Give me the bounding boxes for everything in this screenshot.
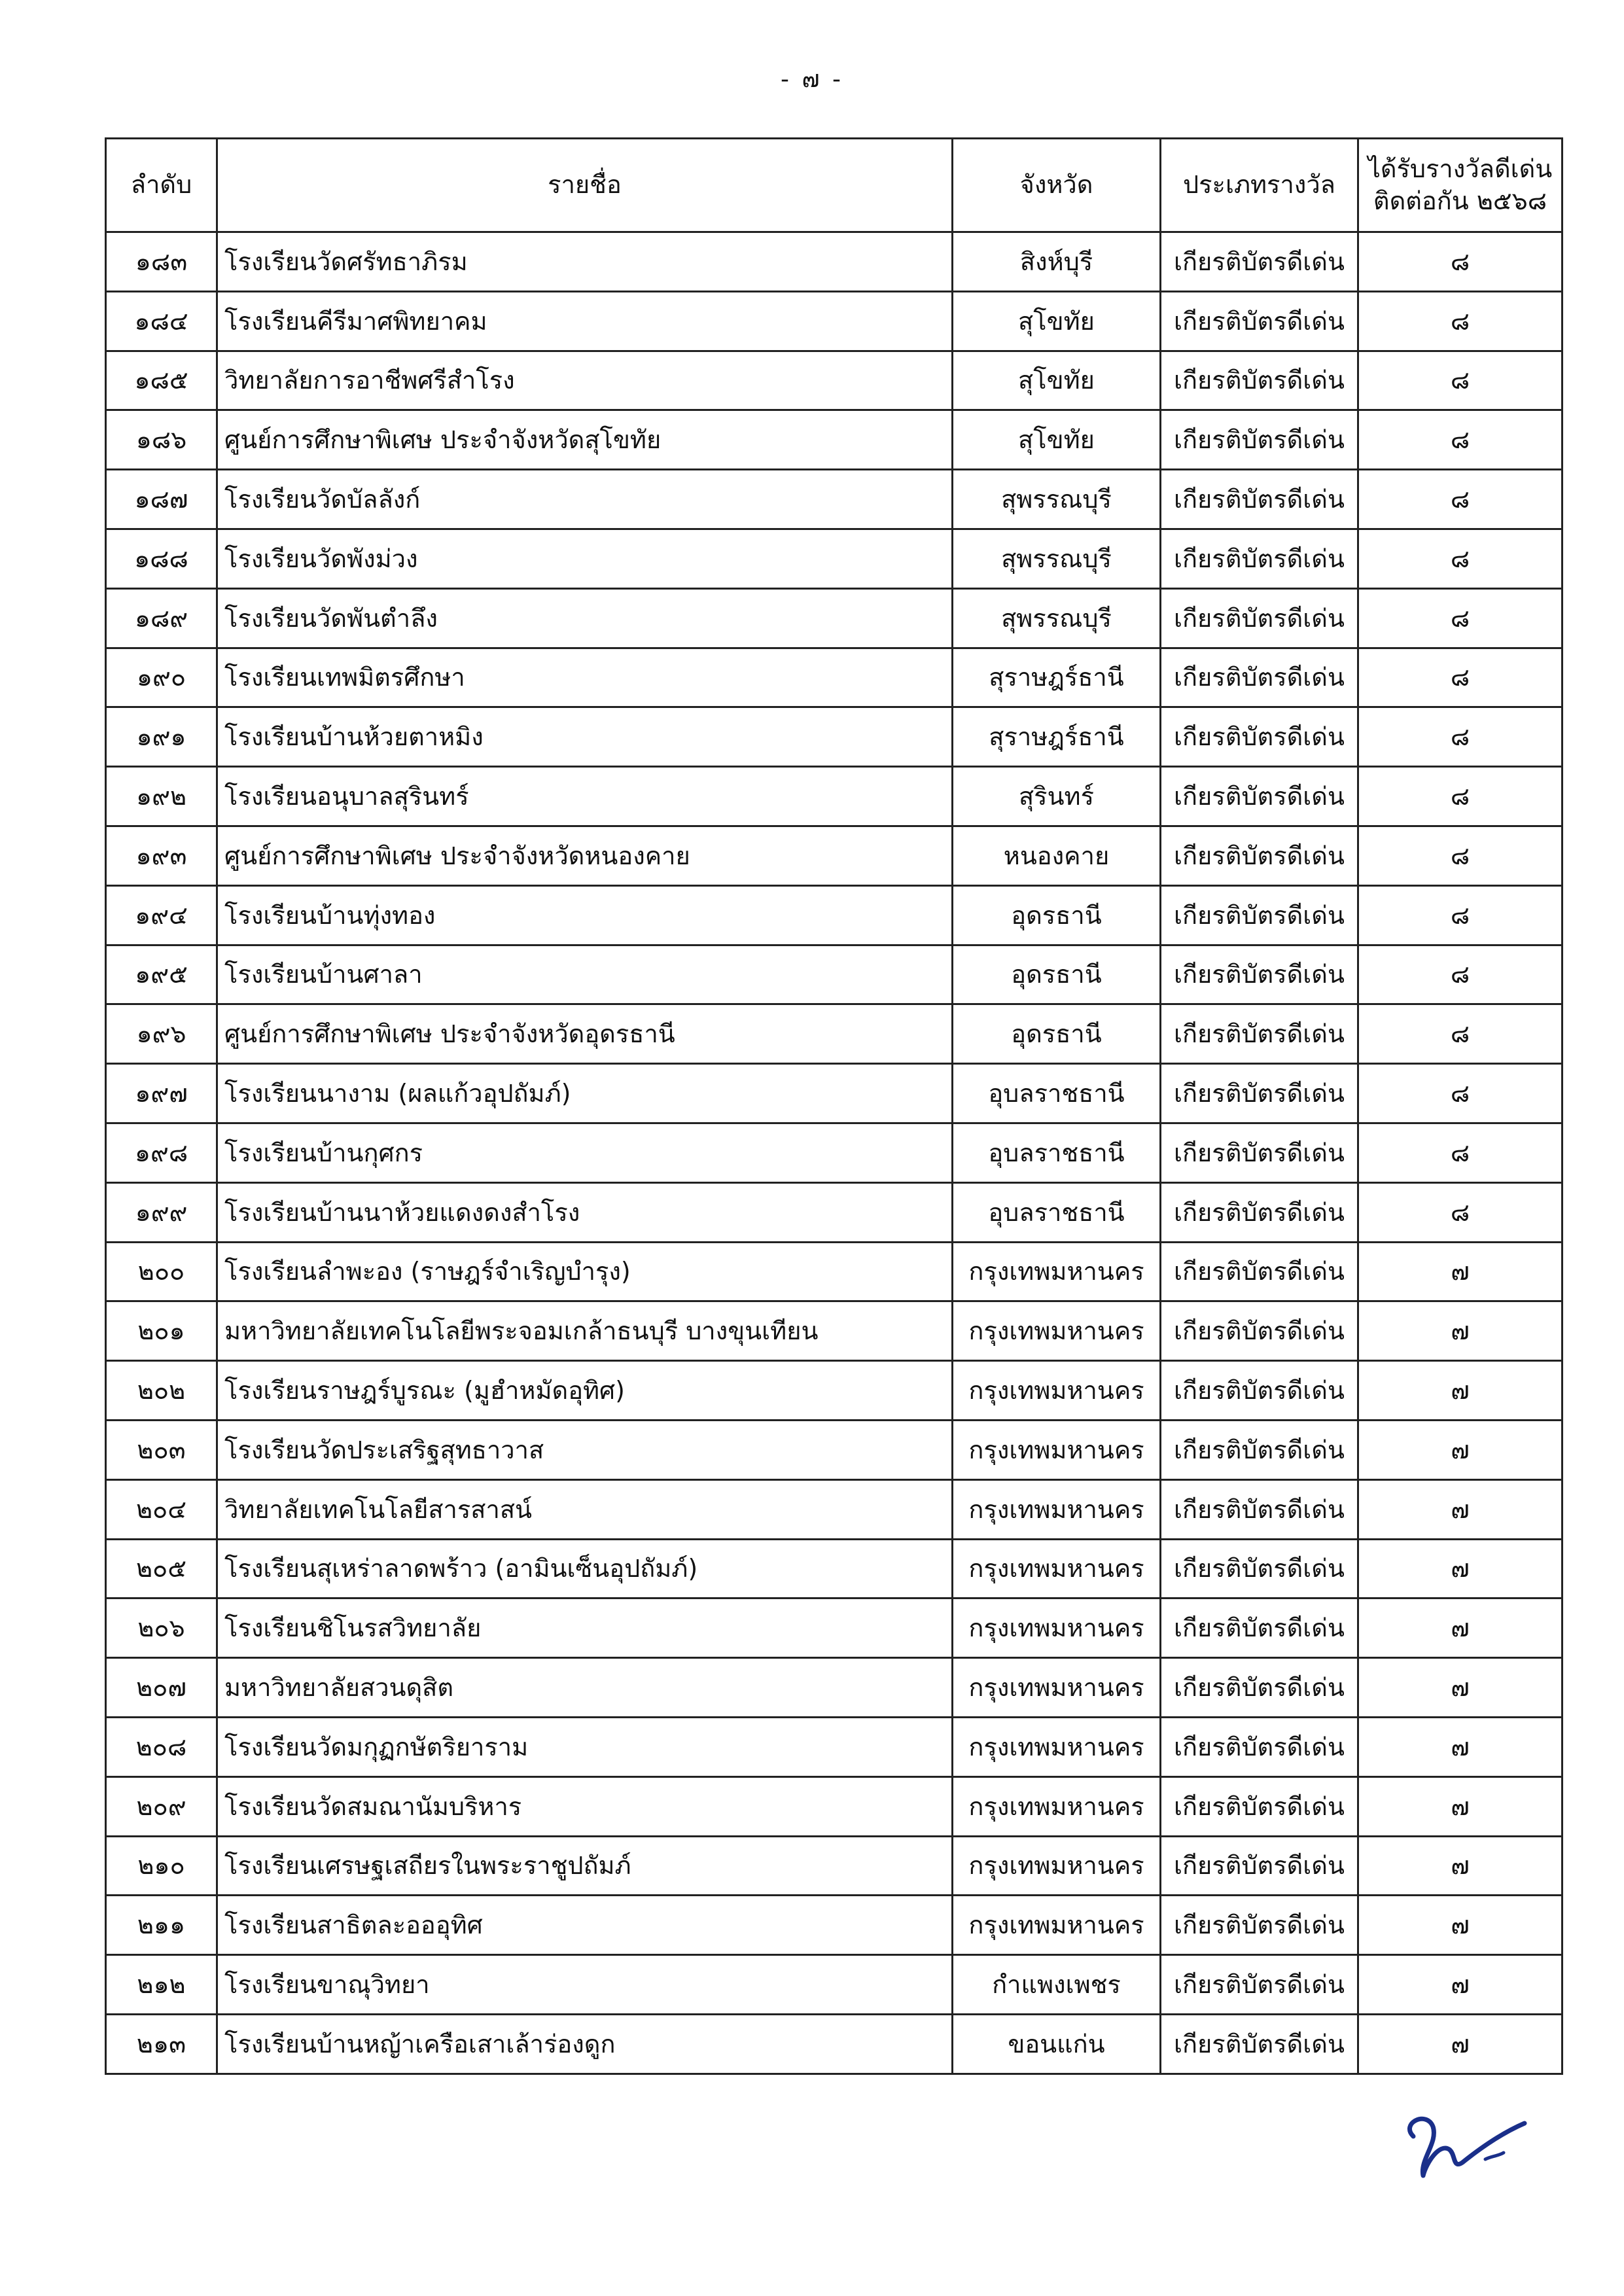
table-row <box>106 1242 1562 1301</box>
row-award-type: เกียรติบัตรดีเด่น <box>1161 1123 1358 1182</box>
row-province: สุราษฎร์ธานี <box>953 648 1161 707</box>
row-award-type: เกียรติบัตรดีเด่น <box>1161 945 1358 1004</box>
table-row <box>106 1182 1562 1242</box>
table-row <box>106 1776 1562 1836</box>
row-province: กรุงเทพมหานคร <box>953 1479 1161 1539</box>
row-sequence: ๑๙๒ <box>106 767 217 826</box>
row-name: โรงเรียนวัดพันตำลึง <box>217 588 953 648</box>
row-sequence: ๑๙๕ <box>106 945 217 1004</box>
row-name: โรงเรียนคีรีมาศพิทยาคม <box>217 291 953 351</box>
row-province: กรุงเทพมหานคร <box>953 1896 1161 1955</box>
row-consecutive-years: ๗ <box>1358 1658 1562 1718</box>
row-consecutive-years: ๗ <box>1358 1242 1562 1301</box>
table-row <box>106 1836 1562 1896</box>
table-header-row <box>106 139 1562 232</box>
row-sequence: ๑๙๓ <box>106 826 217 885</box>
row-name: โรงเรียนบ้านนาห้วยแดงดงสำโรง <box>217 1182 953 1242</box>
row-consecutive-years: ๗ <box>1358 1598 1562 1658</box>
row-province: กรุงเทพมหานคร <box>953 1598 1161 1658</box>
row-award-type: เกียรติบัตรดีเด่น <box>1161 707 1358 767</box>
row-sequence: ๑๘๗ <box>106 470 217 529</box>
row-name: โรงเรียนนางาม (ผลแก้วอุปถัมภ์) <box>217 1064 953 1123</box>
row-consecutive-years: ๘ <box>1358 1123 1562 1182</box>
row-award-type: เกียรติบัตรดีเด่น <box>1161 2014 1358 2074</box>
row-name: วิทยาลัยเทคโนโลยีสารสาสน์ <box>217 1479 953 1539</box>
row-name: โรงเรียนชิโนรสวิทยาลัย <box>217 1598 953 1658</box>
row-sequence: ๒๑๒ <box>106 1955 217 2015</box>
row-award-type: เกียรติบัตรดีเด่น <box>1161 1479 1358 1539</box>
row-consecutive-years: ๘ <box>1358 1182 1562 1242</box>
row-sequence: ๑๘๙ <box>106 588 217 648</box>
row-province: อุดรธานี <box>953 1004 1161 1064</box>
header-award-type: ประเภทรางวัล <box>1161 139 1358 232</box>
table-row <box>106 885 1562 945</box>
row-consecutive-years: ๗ <box>1358 1776 1562 1836</box>
table-body <box>106 232 1562 2074</box>
row-province: สุรินทร์ <box>953 767 1161 826</box>
row-name: โรงเรียนราษฎร์บูรณะ (มูฮำหมัดอุทิศ) <box>217 1361 953 1421</box>
header-province: จังหวัด <box>953 139 1161 232</box>
row-consecutive-years: ๘ <box>1358 529 1562 588</box>
table-row <box>106 1598 1562 1658</box>
row-name: ศูนย์การศึกษาพิเศษ ประจำจังหวัดอุดรธานี <box>217 1004 953 1064</box>
row-province: สุพรรณบุรี <box>953 588 1161 648</box>
row-award-type: เกียรติบัตรดีเด่น <box>1161 1420 1358 1479</box>
row-sequence: ๑๘๕ <box>106 351 217 410</box>
row-sequence: ๑๘๖ <box>106 410 217 470</box>
row-consecutive-years: ๘ <box>1358 410 1562 470</box>
row-province: กรุงเทพมหานคร <box>953 1836 1161 1896</box>
header-sequence: ลำดับ <box>106 139 217 232</box>
row-province: กรุงเทพมหานคร <box>953 1301 1161 1361</box>
row-sequence: ๒๐๕ <box>106 1539 217 1598</box>
row-award-type: เกียรติบัตรดีเด่น <box>1161 1836 1358 1896</box>
row-name: โรงเรียนสาธิตละอออุทิศ <box>217 1896 953 1955</box>
row-award-type: เกียรติบัตรดีเด่น <box>1161 1955 1358 2015</box>
row-consecutive-years: ๘ <box>1358 826 1562 885</box>
table-row <box>106 826 1562 885</box>
page-number: - ๗ - <box>781 66 843 93</box>
row-sequence: ๑๙๑ <box>106 707 217 767</box>
table-row <box>106 1004 1562 1064</box>
row-province: สุพรรณบุรี <box>953 470 1161 529</box>
header-years-line2: ติดต่อกัน ๒๕๖๘ <box>1373 186 1547 215</box>
row-sequence: ๒๐๙ <box>106 1776 217 1836</box>
row-award-type: เกียรติบัตรดีเด่น <box>1161 767 1358 826</box>
row-sequence: ๒๐๒ <box>106 1361 217 1421</box>
table-row <box>106 1064 1562 1123</box>
row-award-type: เกียรติบัตรดีเด่น <box>1161 1064 1358 1123</box>
row-consecutive-years: ๗ <box>1358 1836 1562 1896</box>
row-sequence: ๑๙๖ <box>106 1004 217 1064</box>
row-province: อุดรธานี <box>953 945 1161 1004</box>
row-name: โรงเรียนเศรษฐเสถียรในพระราชูปถัมภ์ <box>217 1836 953 1896</box>
row-consecutive-years: ๘ <box>1358 1004 1562 1064</box>
row-award-type: เกียรติบัตรดีเด่น <box>1161 351 1358 410</box>
table-row <box>106 1479 1562 1539</box>
row-sequence: ๑๙๐ <box>106 648 217 707</box>
row-sequence: ๒๑๓ <box>106 2014 217 2074</box>
row-consecutive-years: ๘ <box>1358 707 1562 767</box>
row-name: โรงเรียนบ้านหญ้าเครือเสาเล้าร่องดูก <box>217 2014 953 2074</box>
row-province: สุพรรณบุรี <box>953 529 1161 588</box>
table-row <box>106 529 1562 588</box>
row-consecutive-years: ๘ <box>1358 588 1562 648</box>
row-consecutive-years: ๘ <box>1358 945 1562 1004</box>
row-name: โรงเรียนวัดมกุฏกษัตริยาราม <box>217 1717 953 1776</box>
table-row <box>106 1658 1562 1718</box>
row-province: สุโขทัย <box>953 291 1161 351</box>
row-province: อุดรธานี <box>953 885 1161 945</box>
row-sequence: ๒๐๗ <box>106 1658 217 1718</box>
row-name: โรงเรียนเทพมิตรศึกษา <box>217 648 953 707</box>
row-consecutive-years: ๗ <box>1358 1420 1562 1479</box>
row-sequence: ๒๑๐ <box>106 1836 217 1896</box>
row-name: โรงเรียนขาณุวิทยา <box>217 1955 953 2015</box>
row-province: อุบลราชธานี <box>953 1123 1161 1182</box>
row-sequence: ๒๐๔ <box>106 1479 217 1539</box>
table-row <box>106 351 1562 410</box>
row-sequence: ๑๘๘ <box>106 529 217 588</box>
table-row <box>106 767 1562 826</box>
table-row <box>106 588 1562 648</box>
row-sequence: ๒๐๓ <box>106 1420 217 1479</box>
row-sequence: ๑๙๘ <box>106 1123 217 1182</box>
row-consecutive-years: ๗ <box>1358 1955 1562 2015</box>
row-name: โรงเรียนอนุบาลสุรินทร์ <box>217 767 953 826</box>
row-consecutive-years: ๘ <box>1358 648 1562 707</box>
row-award-type: เกียรติบัตรดีเด่น <box>1161 826 1358 885</box>
row-consecutive-years: ๗ <box>1358 1479 1562 1539</box>
row-province: สุโขทัย <box>953 410 1161 470</box>
row-award-type: เกียรติบัตรดีเด่น <box>1161 1776 1358 1836</box>
row-province: กำแพงเพชร <box>953 1955 1161 2015</box>
row-sequence: ๑๙๔ <box>106 885 217 945</box>
award-table <box>105 137 1563 2075</box>
row-award-type: เกียรติบัตรดีเด่น <box>1161 232 1358 292</box>
row-consecutive-years: ๗ <box>1358 2014 1562 2074</box>
signature <box>1387 2097 1531 2189</box>
row-province: อุบลราชธานี <box>953 1064 1161 1123</box>
table-row <box>106 1123 1562 1182</box>
row-sequence: ๑๙๗ <box>106 1064 217 1123</box>
row-province: กรุงเทพมหานคร <box>953 1776 1161 1836</box>
table-row <box>106 1420 1562 1479</box>
row-consecutive-years: ๗ <box>1358 1301 1562 1361</box>
table-row <box>106 291 1562 351</box>
row-name: โรงเรียนลำพะอง (ราษฎร์จำเริญบำรุง) <box>217 1242 953 1301</box>
table-row <box>106 945 1562 1004</box>
row-award-type: เกียรติบัตรดีเด่น <box>1161 410 1358 470</box>
row-consecutive-years: ๗ <box>1358 1717 1562 1776</box>
row-sequence: ๒๐๘ <box>106 1717 217 1776</box>
row-name: ศูนย์การศึกษาพิเศษ ประจำจังหวัดหนองคาย <box>217 826 953 885</box>
row-province: กรุงเทพมหานคร <box>953 1361 1161 1421</box>
row-province: อุบลราชธานี <box>953 1182 1161 1242</box>
table-row <box>106 2014 1562 2074</box>
row-sequence: ๑๘๔ <box>106 291 217 351</box>
row-award-type: เกียรติบัตรดีเด่น <box>1161 291 1358 351</box>
row-consecutive-years: ๗ <box>1358 1361 1562 1421</box>
row-consecutive-years: ๘ <box>1358 351 1562 410</box>
table-row <box>106 232 1562 292</box>
row-sequence: ๑๘๓ <box>106 232 217 292</box>
row-award-type: เกียรติบัตรดีเด่น <box>1161 1539 1358 1598</box>
row-consecutive-years: ๘ <box>1358 767 1562 826</box>
row-province: กรุงเทพมหานคร <box>953 1242 1161 1301</box>
row-award-type: เกียรติบัตรดีเด่น <box>1161 1658 1358 1718</box>
row-sequence: ๑๙๙ <box>106 1182 217 1242</box>
row-consecutive-years: ๘ <box>1358 291 1562 351</box>
table-row <box>106 1301 1562 1361</box>
row-sequence: ๒๐๐ <box>106 1242 217 1301</box>
header-consecutive-years <box>1358 139 1562 232</box>
row-name: วิทยาลัยการอาชีพศรีสำโรง <box>217 351 953 410</box>
row-province: หนองคาย <box>953 826 1161 885</box>
row-name: โรงเรียนวัดพังม่วง <box>217 529 953 588</box>
row-name: มหาวิทยาลัยสวนดุสิต <box>217 1658 953 1718</box>
row-name: โรงเรียนวัดศรัทธาภิรม <box>217 232 953 292</box>
row-consecutive-years: ๘ <box>1358 1064 1562 1123</box>
row-consecutive-years: ๗ <box>1358 1539 1562 1598</box>
row-name: โรงเรียนบ้านทุ่งทอง <box>217 885 953 945</box>
row-consecutive-years: ๘ <box>1358 232 1562 292</box>
row-sequence: ๒๑๑ <box>106 1896 217 1955</box>
row-award-type: เกียรติบัตรดีเด่น <box>1161 470 1358 529</box>
row-consecutive-years: ๘ <box>1358 470 1562 529</box>
row-award-type: เกียรติบัตรดีเด่น <box>1161 1361 1358 1421</box>
row-name: โรงเรียนวัดประเสริฐสุทธาวาส <box>217 1420 953 1479</box>
table-row <box>106 1717 1562 1776</box>
row-award-type: เกียรติบัตรดีเด่น <box>1161 1182 1358 1242</box>
row-award-type: เกียรติบัตรดีเด่น <box>1161 1301 1358 1361</box>
table-row <box>106 1955 1562 2015</box>
header-years-line1: ได้รับรางวัลดีเด่น <box>1368 154 1553 183</box>
row-province: สุราษฎร์ธานี <box>953 707 1161 767</box>
header-name: รายชื่อ <box>217 139 953 232</box>
row-province: กรุงเทพมหานคร <box>953 1658 1161 1718</box>
row-award-type: เกียรติบัตรดีเด่น <box>1161 1242 1358 1301</box>
table-row <box>106 707 1562 767</box>
row-province: สิงห์บุรี <box>953 232 1161 292</box>
row-consecutive-years: ๘ <box>1358 885 1562 945</box>
row-province: สุโขทัย <box>953 351 1161 410</box>
row-name: มหาวิทยาลัยเทคโนโลยีพระจอมเกล้าธนบุรี บางขุนเทียน <box>217 1301 953 1361</box>
row-name: โรงเรียนบ้านกุศกร <box>217 1123 953 1182</box>
row-name: โรงเรียนวัดบัลลังก์ <box>217 470 953 529</box>
row-award-type: เกียรติบัตรดีเด่น <box>1161 588 1358 648</box>
row-province: กรุงเทพมหานคร <box>953 1420 1161 1479</box>
row-name: โรงเรียนวัดสมณานัมบริหาร <box>217 1776 953 1836</box>
row-award-type: เกียรติบัตรดีเด่น <box>1161 1598 1358 1658</box>
row-sequence: ๒๐๑ <box>106 1301 217 1361</box>
row-name: ศูนย์การศึกษาพิเศษ ประจำจังหวัดสุโขทัย <box>217 410 953 470</box>
table-row <box>106 410 1562 470</box>
row-province: กรุงเทพมหานคร <box>953 1539 1161 1598</box>
row-name: โรงเรียนบ้านห้วยตาหมิง <box>217 707 953 767</box>
table-row <box>106 1896 1562 1955</box>
table-row <box>106 470 1562 529</box>
row-sequence: ๒๐๖ <box>106 1598 217 1658</box>
row-province: ขอนแก่น <box>953 2014 1161 2074</box>
table-row <box>106 1361 1562 1421</box>
row-award-type: เกียรติบัตรดีเด่น <box>1161 1004 1358 1064</box>
row-name: โรงเรียนบ้านศาลา <box>217 945 953 1004</box>
row-award-type: เกียรติบัตรดีเด่น <box>1161 1896 1358 1955</box>
row-award-type: เกียรติบัตรดีเด่น <box>1161 529 1358 588</box>
row-province: กรุงเทพมหานคร <box>953 1717 1161 1776</box>
table-row <box>106 1539 1562 1598</box>
row-name: โรงเรียนสุเหร่าลาดพร้าว (อามินเซ็นอุปถัมภ์) <box>217 1539 953 1598</box>
table-row <box>106 648 1562 707</box>
row-consecutive-years: ๗ <box>1358 1896 1562 1955</box>
row-award-type: เกียรติบัตรดีเด่น <box>1161 885 1358 945</box>
row-award-type: เกียรติบัตรดีเด่น <box>1161 648 1358 707</box>
row-award-type: เกียรติบัตรดีเด่น <box>1161 1717 1358 1776</box>
